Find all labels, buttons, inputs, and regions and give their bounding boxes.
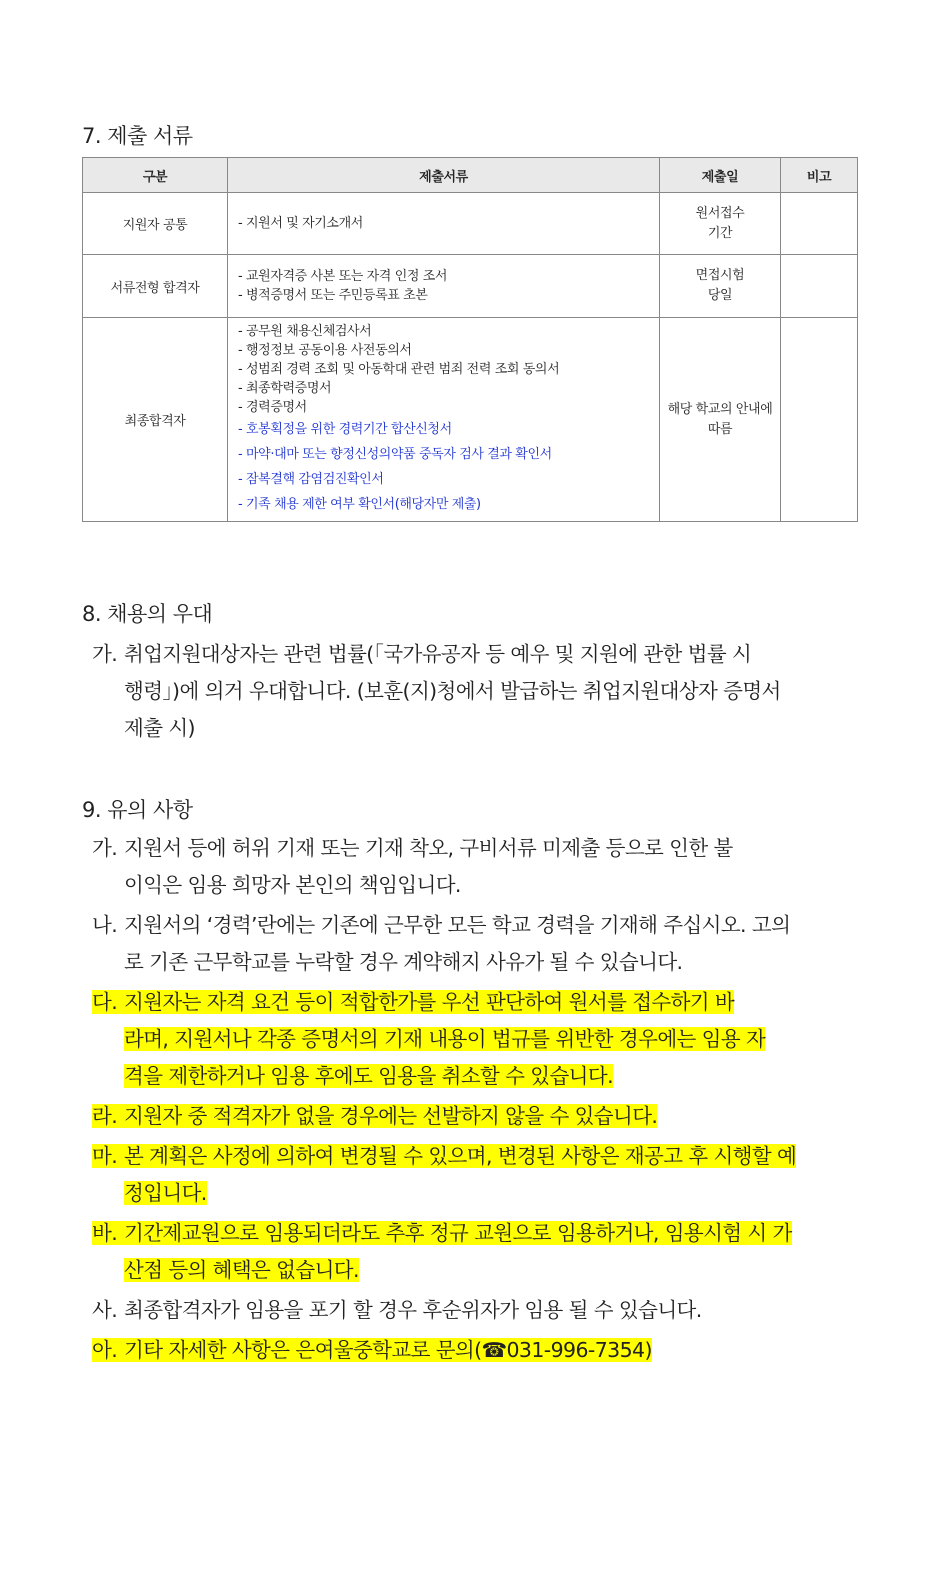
document-item: - 병적증명서 또는 주민등록표 초본 [238,288,428,303]
section-8-title: 8. 채용의 우대 [82,602,213,626]
item-text: 지원서 등에 허위 기재 또는 기재 착오, 구비서류 미제출 등으로 인한 불 [124,836,733,860]
item-marker: 마. [92,1144,118,1168]
item-marker: 라. [92,1104,118,1128]
table-header-row [83,158,858,193]
row-category: 서류전형 합격자 [83,255,228,318]
item-text: 이익은 임용 희망자 본인의 책임입니다. [124,873,461,897]
list-item [82,1138,852,1212]
item-text: 지원자 중 적격자가 없을 경우에는 선발하지 않을 수 있습니다. [124,1104,658,1128]
item-text: 산점 등의 혜택은 없습니다. [124,1258,359,1282]
list-item [82,1332,852,1369]
document-item: - 행정정보 공동이용 사전동의서 [238,343,412,358]
document-item: - 성범죄 경력 조회 및 아동학대 관련 범죄 전력 조회 동의서 [238,362,560,377]
item-first-line [82,1138,852,1175]
header-due-date: 제출일 [660,158,781,193]
item-first-line [82,907,852,944]
header-note: 비고 [781,158,858,193]
item-text: 행령」)에 의거 우대합니다. (보훈(지)청에서 발급하는 취업지원대상자 증명서 [124,679,781,703]
list-item [82,1215,852,1289]
item-first-line [82,1292,852,1329]
document-item: - 경력증명서 [238,400,307,415]
due-line: 면접시험 [695,268,745,283]
document-item-highlighted: - 마약·대마 또는 향정신성의약품 중독자 검사 결과 확인서 [238,447,552,462]
row-category: 최종합격자 [83,318,228,522]
row-documents [228,318,660,522]
document-item-highlighted: - 잠복결핵 감염검진확인서 [238,472,384,487]
table-row [83,318,858,522]
item-line [82,673,852,710]
highlighted-text [92,990,734,1014]
item-first-line [82,1215,852,1252]
item-first-line [82,636,852,673]
row-due-date [660,318,781,522]
item-line [82,944,852,981]
list-item [82,984,852,1095]
list-item [82,830,852,904]
item-text: 제출 시) [124,716,195,740]
item-text: 취업지원대상자는 관련 법률(「국가유공자 등 예우 및 지원에 관한 법률 시 [124,642,752,666]
row-category: 지원자 공통 [83,193,228,255]
highlighted-text [124,1027,765,1051]
header-documents: 제출서류 [228,158,660,193]
row-note [781,318,858,522]
table-row [83,193,858,255]
item-marker: 사. [92,1298,118,1322]
header-category: 구분 [83,158,228,193]
item-marker: 아. [92,1338,118,1362]
list-item [82,907,852,981]
list-item [82,1098,852,1135]
section-9-list [82,830,852,1372]
item-text: 라며, 지원서나 각종 증명서의 기재 내용이 법규를 위반한 경우에는 임용 자 [124,1027,766,1051]
document-item-highlighted: - 호봉획정을 위한 경력기간 합산신청서 [238,422,452,437]
item-line [82,1175,852,1212]
due-line: 기간 [707,225,733,241]
item-marker: 가. [92,836,118,860]
list-item [82,636,852,747]
highlighted-text [124,1064,613,1088]
highlighted-text [92,1144,796,1168]
text-run [92,1298,702,1322]
document-item: - 최종학력증명서 [238,381,332,396]
document-item: - 교원자격증 사본 또는 자격 인정 조서 [238,269,448,284]
item-text: 지원자는 자격 요건 등이 적합한가를 우선 판단하여 원서를 접수하기 바 [124,990,735,1014]
section-9-title: 9. 유의 사항 [82,798,193,822]
text-run [92,913,790,937]
row-note [781,255,858,318]
item-line [82,1021,852,1058]
item-text: 정입니다. [124,1181,207,1205]
document-item: - 지원서 및 자기소개서 [238,216,363,231]
item-text: 기타 자세한 사항은 은여울중학교로 문의(☎031-996-7354) [124,1338,652,1362]
item-line [82,1058,852,1095]
item-line [82,710,852,747]
highlighted-text [92,1338,652,1362]
due-line: 당일 [707,288,733,303]
due-line: 원서접수 [695,205,745,221]
row-documents [228,255,660,318]
text-run [92,836,733,860]
item-marker: 가. [92,642,118,666]
text-run [124,950,682,974]
due-line: 따름 [707,421,733,437]
item-text: 본 계획은 사정에 의하여 변경될 수 있으며, 변경된 사항은 재공고 후 시행할 예 [124,1144,797,1168]
item-text: 로 기존 근무학교를 누락할 경우 계약해지 사유가 될 수 있습니다. [124,950,683,974]
documents-table [82,157,858,522]
item-text: 최종합격자가 임용을 포기 할 경우 후순위자가 임용 될 수 있습니다. [124,1298,702,1322]
highlighted-text [124,1181,207,1205]
row-due-date [660,193,781,255]
item-line [82,1252,852,1289]
document-item: - 공무원 채용신체검사서 [238,324,372,339]
item-text: 격을 제한하거나 임용 후에도 임용을 취소할 수 있습니다. [124,1064,613,1088]
section-7-title: 7. 제출 서류 [82,124,193,148]
text-run [124,873,461,897]
highlighted-text [124,1258,359,1282]
item-marker: 바. [92,1221,118,1245]
row-due-date [660,255,781,318]
item-marker: 다. [92,990,118,1014]
item-line [82,867,852,904]
row-documents [228,193,660,255]
highlighted-text [92,1104,657,1128]
item-first-line [82,1332,852,1369]
item-first-line [82,984,852,1021]
due-line: 해당 학교의 안내에 [667,401,773,417]
highlighted-text [92,1221,792,1245]
item-text: 지원서의 ‘경력’란에는 기존에 근무한 모든 학교 경력을 기재해 주십시오. 고의 [124,913,791,937]
row-note [781,193,858,255]
item-text: 기간제교원으로 임용되더라도 추후 정규 교원으로 임용하거나, 임용시험 시 가 [124,1221,792,1245]
item-first-line [82,1098,852,1135]
table-row [83,255,858,318]
document-item-highlighted: - 기족 채용 제한 여부 확인서(해당자만 제출) [238,497,481,512]
item-marker: 나. [92,913,118,937]
item-first-line [82,830,852,867]
section-8-list [82,636,852,750]
list-item [82,1292,852,1329]
